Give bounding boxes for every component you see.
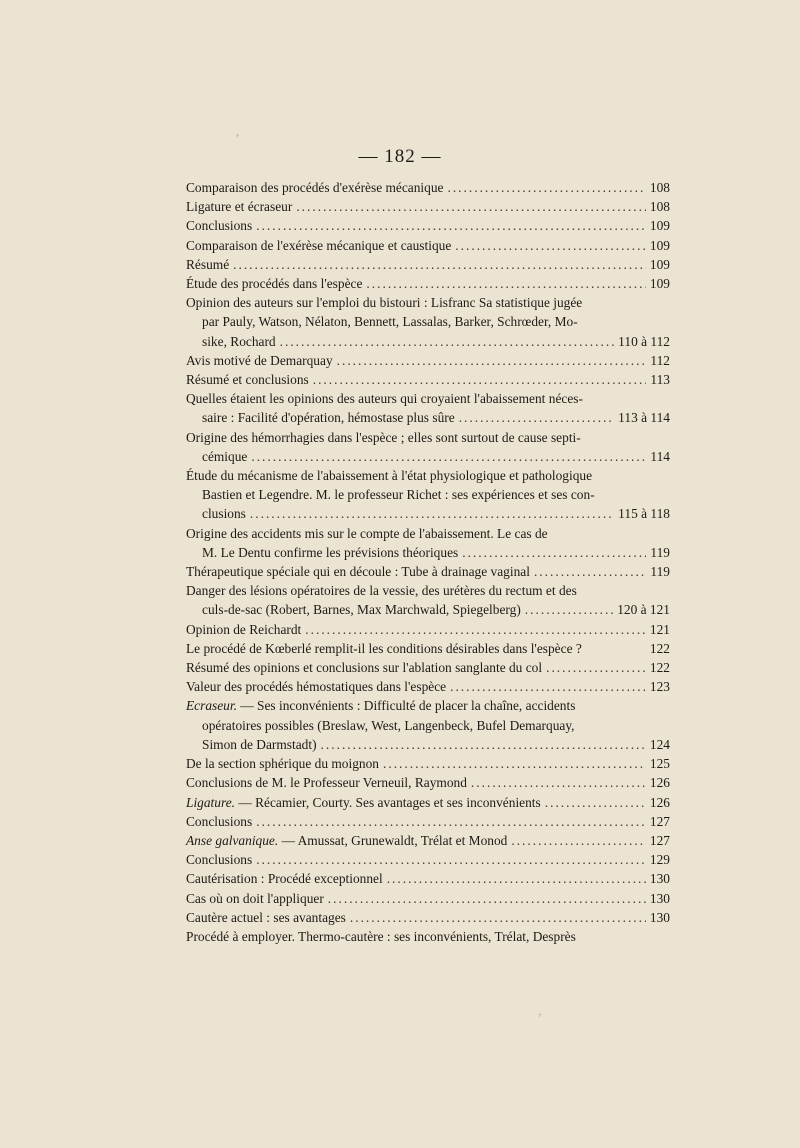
toc-page-number: 114 [650,448,670,464]
toc-page-number: 109 [649,276,670,292]
toc-entry-text: Procédé à employer. Thermo-cautère : ses inconvénients, Trélat, Desprès [186,928,576,944]
dot-leader [250,504,614,523]
toc-entry-line [186,197,670,216]
toc-entry-line [186,658,670,677]
toc-entry-text: Étude des procédés dans l'espèce [186,276,363,292]
toc-entry [186,370,670,389]
dot-leader [350,908,646,927]
toc-page-number: 113 [650,372,670,388]
toc-entry [186,927,656,946]
toc-entry-text: Valeur des procédés hémostatiques dans l'espèce [186,679,447,695]
toc-entry-text: Opinion de Reichardt [186,621,302,637]
toc-entry [186,812,670,831]
toc-page-number: 120 à 121 [617,602,670,618]
paper-speck: , [538,1004,542,1019]
toc-entry-line [186,754,670,773]
toc-entry-text: Résumé et conclusions [186,372,309,388]
toc-entry-text: — Amussat, Grunewaldt, Trélat et Monod [278,832,508,848]
toc-entry-line [186,408,670,427]
toc-entry [186,255,670,274]
toc-entry-line [186,389,656,408]
toc-entry-text: Opinion des auteurs sur l'emploi du bistouri : Lisfranc Sa statistique jugée [186,295,583,311]
toc-entry-text: Conclusions [186,218,253,234]
toc-entry-text: Thérapeutique spéciale qui en découle : Tube à drainage vaginal [186,564,530,580]
dot-leader [450,677,646,696]
toc-entry-text: Conclusions [186,852,253,868]
toc-entry-keyword: Anse galvanique. [186,832,279,848]
dot-leader [459,408,614,427]
paper-speck: ʼ [235,132,240,147]
dot-leader [462,543,646,562]
toc-page-number: 119 [650,544,670,560]
toc-entry-line [186,889,670,908]
toc-entry-line [186,812,670,831]
toc-entry [186,274,670,293]
toc-entry [186,293,670,351]
toc-entry-text: Origine des accidents mis sur le compte de l'abaissement. Le cas de [186,525,548,541]
toc-entry-text: cémique [202,448,248,464]
dot-leader [447,178,645,197]
toc-entry-line [186,312,656,331]
toc-entry-text: Étude du mécanisme de l'abaissement à l'état physiologique et pathologique [186,468,593,484]
toc-page-number: 125 [649,756,670,772]
toc-page-number: 130 [649,871,670,887]
toc-entry-line [186,236,670,255]
toc-entry-line [186,370,670,389]
toc-entry-line [186,716,656,735]
toc-entry-text: Comparaison de l'exérèse mécanique et caustique [186,237,452,253]
toc-page-number: 108 [649,199,670,215]
toc-entry-text: Conclusions [186,813,253,829]
toc-entry-text: saire : Facilité d'opération, hémostase plus sûre [202,410,455,426]
toc-page-number: 110 à 112 [618,333,670,349]
toc-entry-line [186,927,656,946]
toc-entry-text: M. Le Dentu confirme les prévisions théoriques [202,544,459,560]
toc-entry-line [186,908,670,927]
toc-entry [186,889,670,908]
toc-entry [186,696,670,754]
dot-leader [383,754,646,773]
toc-entry-text: De la section sphérique du moignon [186,756,380,772]
dot-leader [280,332,615,351]
toc-entry [186,524,670,562]
toc-entry-line [186,274,670,293]
toc-page-number: 126 [649,794,670,810]
toc-entry-keyword: Ecraseur. [186,698,237,714]
dot-leader [256,812,646,831]
toc-entry [186,236,670,255]
dot-leader [337,351,647,370]
toc-page-number: 115 à 118 [618,506,670,522]
dot-leader [545,793,646,812]
toc-entry-line [186,735,670,754]
toc-page-number: 109 [649,256,670,272]
dot-leader [321,735,646,754]
dot-leader [328,889,646,908]
toc-entry-text: Ligature et écraseur [186,199,293,215]
toc-entry-text: culs-de-sac (Robert, Barnes, Max Marchwald, Spiegelberg) [202,602,521,618]
toc-entry-line [186,466,656,485]
toc-entry-text: — Ses inconvénients : Difficulté de placer la chaîne, accidents [236,698,576,714]
toc-entry-text: Simon de Darmstadt) [202,736,317,752]
toc-page-number: 126 [649,775,670,791]
toc-entry-line [186,850,670,869]
toc-entry [186,562,670,581]
page-number: — 182 — [358,146,442,167]
toc-entry-line [186,447,670,466]
toc-entry-line [186,351,670,370]
toc-entry-line [186,696,656,715]
toc-entry-line [186,216,670,235]
dot-leader [455,236,646,255]
toc-entry [186,793,670,812]
toc-entry-line [186,581,656,600]
toc-entry-text: Résumé des opinions et conclusions sur l'ablation sanglante du col [186,660,543,676]
toc-entry-line [186,562,670,581]
toc-entry [186,389,670,427]
dot-leader [534,562,646,581]
toc-entry [186,216,670,235]
dot-leader [366,274,645,293]
toc-entry-line [186,428,656,447]
toc-entry-line [186,869,670,888]
dot-leader [296,197,646,216]
toc-page-number: 130 [649,890,670,906]
toc-page-number: 122 [649,660,670,676]
dot-leader [546,658,646,677]
toc-entry-line [186,255,670,274]
toc-entry-line [186,831,670,850]
toc-entry [186,754,670,773]
toc-entry-text: Origine des hémorrhagies dans l'espèce ; elles sont surtout de cause septi- [186,429,581,445]
toc-entry [186,620,670,639]
toc-page-number: 124 [649,736,670,752]
toc-entry-line [186,600,670,619]
toc-entry [186,351,670,370]
toc-entry-line [186,639,670,658]
toc-entry-text: Cautérisation : Procédé exceptionnel [186,871,383,887]
toc-entry [186,773,670,792]
toc-entry [186,197,670,216]
toc-entry-line [186,677,670,696]
toc-entry [186,908,670,927]
toc-entry-text: sike, Rochard [202,333,276,349]
toc-entry-text: Avis motivé de Demarquay [186,352,333,368]
toc-entry-text: Danger des lésions opératoires de la vessie, des urétères du rectum et des [186,583,577,599]
toc-entry [186,581,670,619]
toc-page-number: 109 [649,237,670,253]
toc-entry [186,831,670,850]
toc-entry-keyword: Ligature. [186,794,235,810]
toc-entry-line [186,773,670,792]
toc-page-number: 127 [649,813,670,829]
toc-entry-text: Quelles étaient les opinions des auteurs qui croyaient l'abaissement néces- [186,391,583,407]
toc-page-number: 127 [649,832,670,848]
dot-leader [305,620,646,639]
toc-entry-line [186,293,656,312]
toc-entry-line [186,620,670,639]
toc-entry-text: Résumé [186,256,230,272]
toc-entry-line [186,332,670,351]
toc-entry [186,428,670,466]
toc-entry-text: Le procédé de Kœberlé remplit-il les conditions désirables dans l'espèce ? [186,640,582,656]
dot-leader [313,370,647,389]
toc-page-number: 122 [649,640,670,656]
toc-entry-text: — Récamier, Courty. Ses avantages et ses inconvénients [234,794,541,810]
toc-entry [186,677,670,696]
toc-entry [186,466,670,524]
toc-entry [186,869,670,888]
toc-page-number: 112 [650,352,670,368]
toc-entry-text: clusions [202,506,246,522]
toc-entry [186,178,670,197]
toc-entry [186,639,670,658]
dot-leader [256,850,646,869]
toc-entry-text: par Pauly, Watson, Nélaton, Bennett, Lassalas, Barker, Schrœder, Mo- [202,314,578,330]
dot-leader [511,831,646,850]
dot-leader [251,447,646,466]
toc-entry-line [186,793,670,812]
dot-leader [256,216,646,235]
toc-page-number: 130 [649,909,670,925]
toc-page-number: 113 à 114 [618,410,670,426]
toc-page-number: 109 [649,218,670,234]
toc-entry-text: Cautère actuel : ses avantages [186,909,346,925]
toc-entry-line [186,178,670,197]
dot-leader [387,869,646,888]
toc-page-number: 129 [649,852,670,868]
toc-page-number: 123 [649,679,670,695]
dot-leader [233,255,646,274]
toc-page-number: 121 [649,621,670,637]
toc-entry-line [186,504,670,523]
toc-entry-line [186,524,656,543]
toc-page-number: 108 [649,180,670,195]
toc-page-number: 119 [650,564,670,580]
toc-entry [186,850,670,869]
toc-entry [186,658,670,677]
toc-entry-line [186,543,670,562]
toc-entry-text: Bastien et Legendre. M. le professeur Richet : ses expériences et ses con- [202,487,595,503]
dot-leader [525,600,613,619]
toc-entry-text: Cas où on doit l'appliquer [186,890,324,906]
dot-leader [471,773,646,792]
toc-entry-text: opératoires possibles (Breslaw, West, Langenbeck, Bufel Demarquay, [202,717,575,733]
toc-entry-text: Conclusions de M. le Professeur Verneuil, Raymond [186,775,467,791]
toc-entry-line [186,485,656,504]
table-of-contents [186,178,670,946]
toc-entry-text: Comparaison des procédés d'exérèse mécanique [186,180,444,195]
